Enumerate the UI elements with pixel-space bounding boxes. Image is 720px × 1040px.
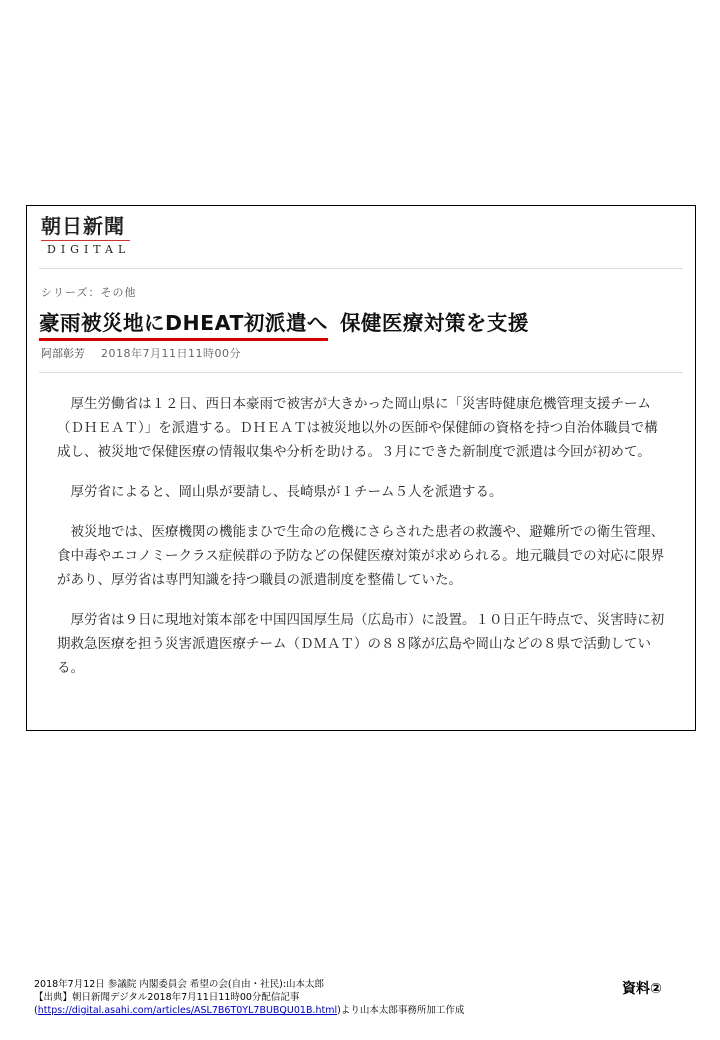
paragraph: 被災地では、医療機関の機能まひで生命の危機にさらされた患者の救護や、避難所での衛生管理、食中毒やエコノミークラス症候群の予防などの保健医療対策が求められる。地元職員での対応に限界があり、厚労省は専門知識を持つ職員の派遣制度を整備していた。 bbox=[57, 524, 665, 588]
paragraph: 厚労省は９日に現地対策本部を中国四国厚生局（広島市）に設置。１０日正午時点で、災害時に初期救急医療を担う災害派遣医療チーム（ＤＭＡＴ）の８８隊が広島や岡山などの８県で活動している。 bbox=[57, 612, 665, 676]
article-body bbox=[57, 392, 669, 696]
article-box bbox=[26, 205, 696, 731]
document-label: 資料② bbox=[622, 981, 662, 997]
paragraph: 厚生労働省は１２日、西日本豪雨で被害が大きかった岡山県に「災害時健康危機管理支援チーム（ＤＨＥＡＴ）」を派遣する。ＤＨＥＡＴは被災地以外の医師や保健師の資格を持つ自治体職員で構成し、被災地で保健医療の情報収集や分析を助ける。３月にできた新制度で派遣は今回が初めて。 bbox=[57, 396, 658, 460]
series-label: シリーズ：その他 bbox=[41, 286, 137, 299]
footer-line-source: 【出典】朝日新聞デジタル2018年7月11日11時00分配信記事 bbox=[34, 992, 300, 1003]
asahi-digital-logo[interactable] bbox=[41, 214, 161, 256]
logo-main-text: 朝日新聞 bbox=[41, 214, 125, 238]
footer-line-session: 2018年7月12日 参議院 内閣委員会 希望の会(自由・社民):山本太郎 bbox=[34, 979, 324, 990]
header-divider bbox=[39, 268, 683, 269]
url-open-paren: ( bbox=[34, 1005, 38, 1016]
paragraph: 厚労省によると、岡山県が要請し、長崎県が１チーム５人を派遣する。 bbox=[70, 484, 503, 500]
byline-divider bbox=[39, 372, 683, 373]
author-name: 阿部彰芳 bbox=[41, 347, 85, 360]
headline-main: 豪雨被災地にDHEAT初派遣へ bbox=[39, 311, 328, 341]
logo-sub-text: DIGITAL bbox=[41, 240, 130, 256]
byline bbox=[41, 345, 241, 361]
footer-line-url bbox=[34, 1004, 464, 1017]
headline-sub: 保健医療対策を支援 bbox=[339, 311, 529, 335]
article-headline bbox=[39, 306, 529, 336]
publish-date: 2018年7月11日11時00分 bbox=[101, 347, 241, 360]
footer-notes bbox=[34, 978, 464, 1017]
url-suffix: )より山本太郎事務所加工作成 bbox=[337, 1005, 465, 1016]
source-url-link[interactable]: https://digital.asahi.com/articles/ASL7B6T0YL7BUBQU01B.html bbox=[37, 1005, 338, 1016]
